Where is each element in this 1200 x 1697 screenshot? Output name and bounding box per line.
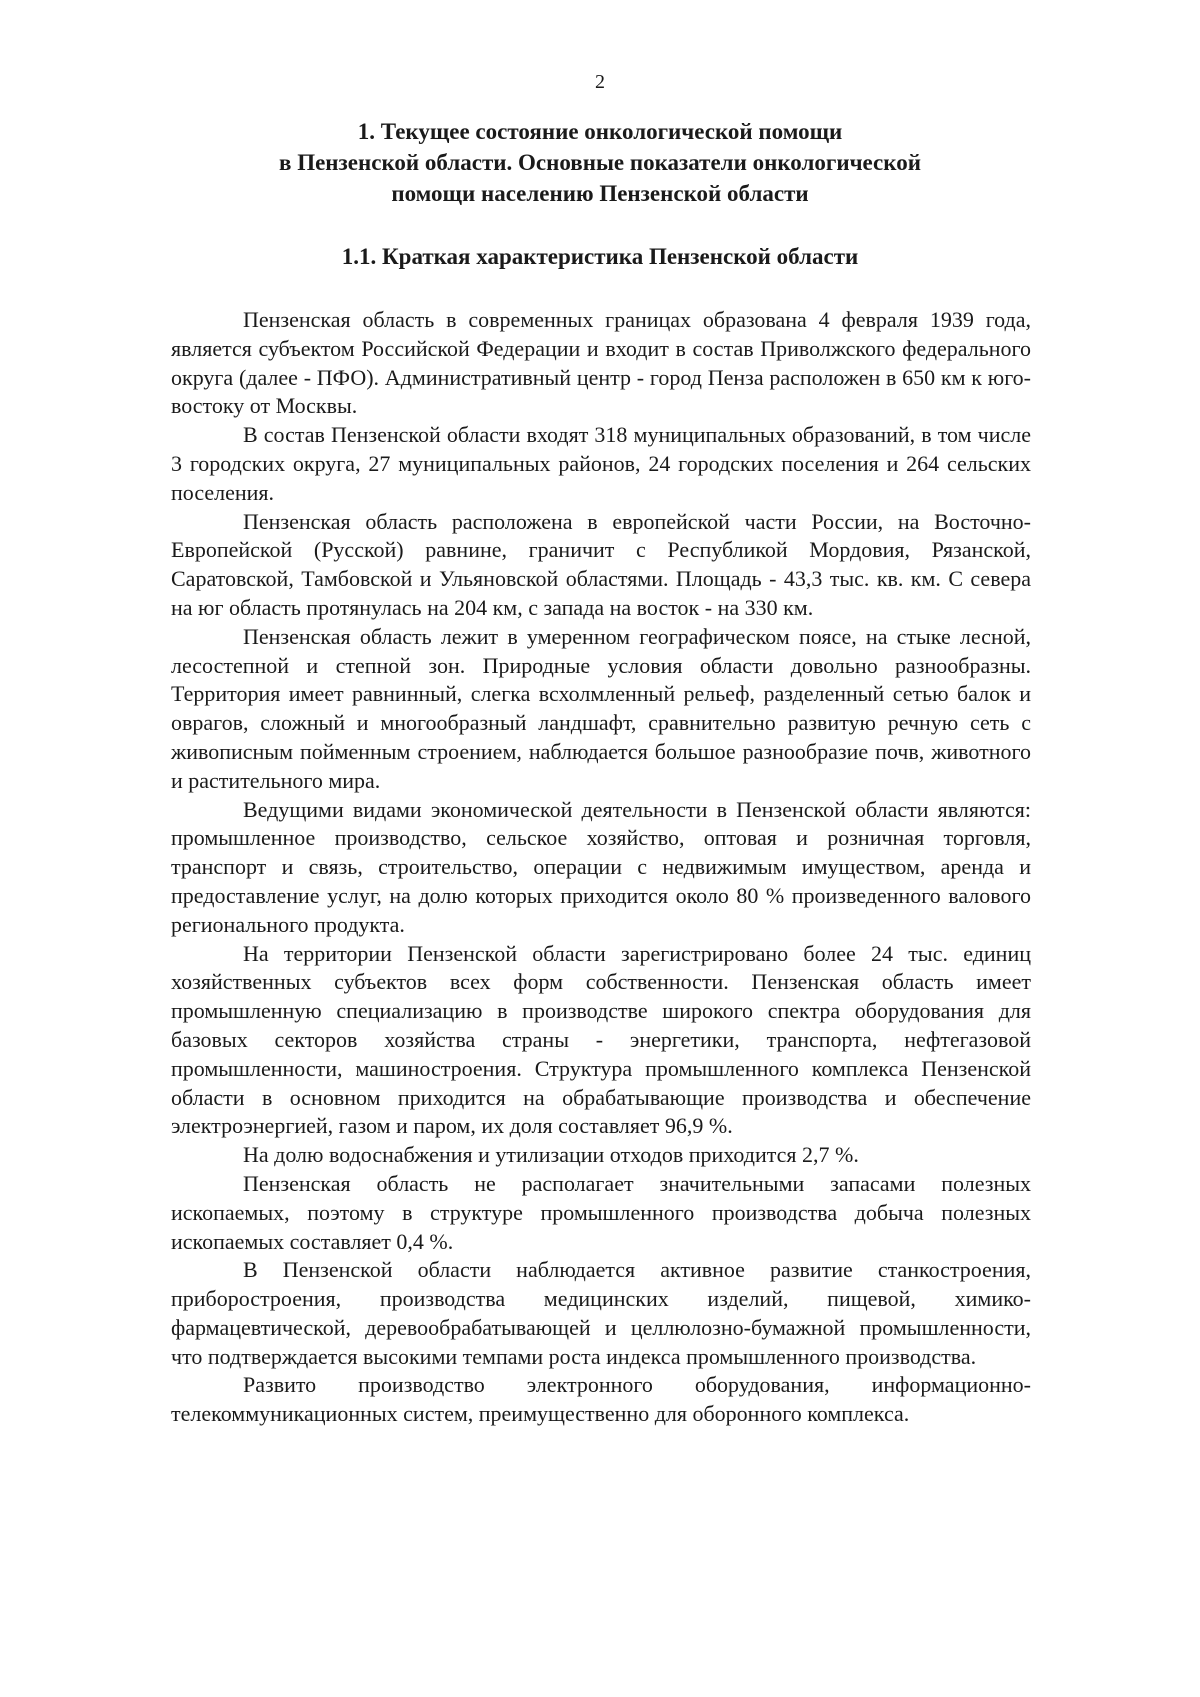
paragraph: Развито производство электронного оборудования, информационно-телекоммуникационных систем, преимущественно для оборонного комплекса. [171, 1372, 1031, 1427]
paragraph: На долю водоснабжения и утилизации отходов приходится 2,7 %. [243, 1142, 859, 1168]
section-title: 1.1. Краткая характеристика Пензенской области [341, 244, 859, 269]
chapter-title [232, 116, 968, 209]
paragraph: Пензенская область в современных границах образована 4 февраля 1939 года, является субъектом Российской Федерации и входит в состав Приволжского федерального округа (далее - ПФО). Административный центр - город Пенза расположен в 650 км к юго-востоку от Москвы. [171, 307, 1031, 419]
chapter-title-line: помощи населению Пензенской области [391, 181, 809, 206]
body-text [171, 306, 1031, 1429]
paragraph: В Пензенской области наблюдается активное развитие станкостроения, приборостроения, производства медицинских изделий, пищевой, химико-фармацевтической, деревообрабатывающей и целлюлозно-бумажной промышленности, что подтверждается высокими темпами роста индекса промышленного производства. [171, 1257, 1031, 1369]
paragraph: Ведущими видами экономической деятельности в Пензенской области являются: промышленное производство, сельское хозяйство, оптовая и розничная торговля, транспорт и связь, строительство, операции с недвижимым имуществом, аренда и предоставление услуг, на долю которых приходится около 80 % произведенного валового регионального продукта. [171, 796, 1031, 937]
paragraph: В состав Пензенской области входят 318 муниципальных образований, в том числе 3 городских округа, 27 муниципальных районов, 24 городских поселения и 264 сельских поселения. [171, 422, 1031, 505]
chapter-title-line: в Пензенской области. Основные показатели онкологической [279, 150, 921, 175]
paragraph: Пензенская область расположена в европейской части России, на Восточно-Европейской (Русской) равнине, граничит с Республикой Мордовия, Рязанской, Саратовской, Тамбовской и Ульяновской областями. Площадь - 43,3 тыс. кв. км. С севера на юг область протянулась на 204 км, с запада на восток - на 330 км. [171, 508, 1031, 620]
paragraph: Пензенская область не располагает значительными запасами полезных ископаемых, поэтому в структуре промышленного производства добыча полезных ископаемых составляет 0,4 %. [171, 1170, 1031, 1254]
paragraph: Пензенская область лежит в умеренном географическом поясе, на стыке лесной, лесостепной и степной зон. Природные условия области довольно разнообразны. Территория имеет равнинный, слегка всхолмленный рельеф, разделенный сетью балок и оврагов, сложный и многообразный ландшафт, сравнительно развитую речную сеть с живописным пойменным строением, наблюдается большое разнообразие почв, животного и растительного мира. [171, 623, 1031, 793]
paragraph: На территории Пензенской области зарегистрировано более 24 тыс. единиц хозяйственных субъектов всех форм собственности. Пензенская область имеет промышленную специализацию в производстве широкого спектра оборудования для базовых секторов хозяйства страны - энергетики, транспорта, нефтегазовой промышленности, машиностроения. Структура промышленного комплекса Пензенской области в основном приходится на обрабатывающие производства и обеспечение электроэнергией, газом и паром, их доля составляет 96,9 %. [171, 940, 1031, 1139]
chapter-title-line: 1. Текущее состояние онкологической помощи [357, 119, 843, 144]
page-number: 2 [595, 71, 605, 93]
